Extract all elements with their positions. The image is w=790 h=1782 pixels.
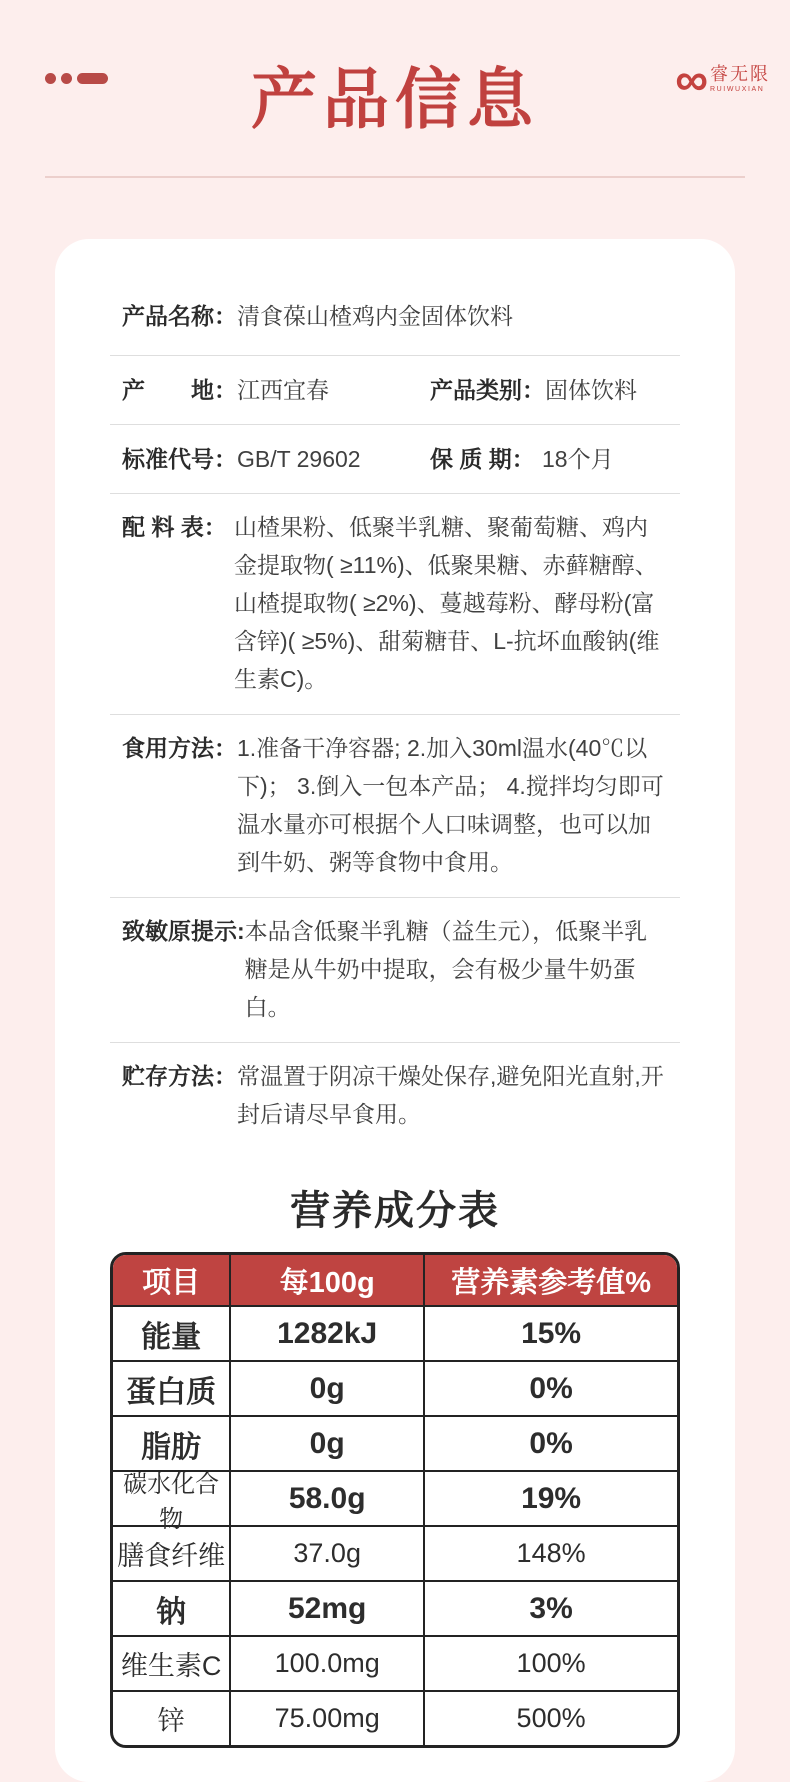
nutrient-nrv: 100% — [423, 1637, 677, 1690]
nutrient-name: 能量 — [141, 1320, 202, 1354]
nutrition-table — [110, 1252, 680, 1748]
nutrient-nrv: 3% — [423, 1582, 677, 1635]
table-row-zinc — [113, 1690, 677, 1745]
standard-pair — [122, 440, 430, 478]
header-divider — [45, 176, 745, 178]
nutrition-table-header — [113, 1255, 677, 1305]
info-row-standard-shelflife — [110, 425, 680, 494]
info-row-allergen — [110, 898, 680, 1043]
shelflife-pair — [430, 440, 668, 478]
nutrient-name: 脂肪 — [141, 1430, 202, 1464]
table-row-dietary-fiber — [113, 1525, 677, 1580]
header-cell-nrv: 营养素参考值% — [423, 1255, 677, 1305]
allergen-label: 致敏原提示: — [122, 918, 245, 944]
nutrient-name: 锌 — [157, 1706, 185, 1736]
nutrient-per100g: 52mg — [229, 1582, 423, 1635]
nutrient-per100g: 37.0g — [229, 1527, 423, 1580]
table-row-carbohydrate — [113, 1470, 677, 1533]
nutrient-name: 膳食纤维 — [117, 1541, 226, 1571]
nutrient-nrv: 15% — [423, 1307, 677, 1360]
nutrient-name: 钠 — [156, 1595, 187, 1629]
table-row-protein — [113, 1360, 677, 1415]
ingredients-label: 配 料 表： — [122, 514, 227, 540]
page-title: 产品信息 — [251, 62, 539, 136]
nutrient-nrv: 19% — [423, 1472, 677, 1525]
table-row-sodium — [113, 1580, 677, 1635]
brand-logo-text — [710, 65, 770, 94]
infinity-icon: ∞ — [675, 53, 706, 105]
nutrient-nrv: 500% — [423, 1692, 677, 1745]
dot-icon — [61, 73, 72, 84]
nutrient-nrv: 0% — [423, 1417, 677, 1470]
usage-value — [237, 729, 668, 881]
nutrient-name: 维生素C — [120, 1651, 222, 1681]
standard-code-value: GB/T 29602 — [237, 446, 361, 472]
table-row-energy — [113, 1305, 677, 1360]
table-row-fat — [113, 1415, 677, 1470]
info-row-usage — [110, 715, 680, 898]
allergen-value: 本品含低聚半乳糖（益生元），低聚半乳糖是从牛奶中提取，会有极少量牛奶蛋白。 — [244, 918, 648, 1020]
info-row-product-name — [110, 271, 680, 356]
usage-note: 温水量亦可根据个人口味调整，也可以加到牛奶、粥等食物中食用。 — [237, 811, 651, 875]
table-row-vitamin-c — [113, 1635, 677, 1690]
nutrient-nrv: 148% — [423, 1527, 677, 1580]
brand-name-latin: RUIWUXIAN — [710, 86, 765, 94]
usage-steps: 1.准备干净容器; 2.加入30ml温水(40℃以下)； 3.倒入一包本产品； 4.搅拌均匀即可 — [237, 735, 664, 799]
product-info-card — [55, 239, 735, 1782]
nutrient-name: 碳水化合物 — [123, 1470, 220, 1533]
dash-icon — [77, 73, 108, 84]
storage-value: 常温置于阴凉干燥处保存,避免阳光直射,开封后请尽早食用。 — [237, 1063, 664, 1127]
nutrient-per100g: 0g — [229, 1417, 423, 1470]
shelf-life-value: 18个月 — [542, 446, 614, 472]
header-cell-item: 项目 — [142, 1266, 201, 1299]
ingredients-value: 山楂果粉、低聚半乳糖、聚葡萄糖、鸡内金提取物( ≥11%)、低聚果糖、赤藓糖醇、山楂提取物( ≥2%)、蔓越莓粉、酵母粉(富含锌)( ≥5%)、甜菊糖苷、L-抗坏血酸钠(维生素C)。 — [234, 514, 660, 692]
nutrient-per100g: 100.0mg — [229, 1637, 423, 1690]
storage-label: 贮存方法： — [122, 1063, 237, 1089]
page-header — [0, 0, 790, 178]
dot-icon — [45, 73, 56, 84]
nutrient-name: 蛋白质 — [126, 1375, 217, 1409]
category-value: 固体饮料 — [545, 377, 637, 403]
origin-pair — [122, 371, 430, 409]
product-name-value: 清食葆山楂鸡内金固体饮料 — [237, 303, 513, 329]
header-cell-per100g: 每100g — [229, 1255, 423, 1305]
nutrient-per100g: 75.00mg — [229, 1692, 423, 1745]
brand-logo — [675, 53, 770, 105]
usage-label: 食用方法： — [122, 735, 237, 761]
shelf-life-label: 保 质 期： — [430, 446, 535, 472]
nutrient-per100g: 1282kJ — [229, 1307, 423, 1360]
info-row-ingredients — [110, 494, 680, 715]
origin-value: 江西宜春 — [237, 377, 329, 403]
category-pair — [430, 371, 668, 409]
info-row-origin-category — [110, 356, 680, 425]
decorative-dots-icon — [45, 73, 108, 84]
info-row-storage — [110, 1043, 680, 1149]
category-label: 产品类别： — [430, 377, 545, 403]
brand-name: 睿无限 — [710, 63, 770, 84]
standard-code-label: 标准代号： — [122, 446, 237, 472]
nutrition-table-title: 营养成分表 — [290, 1189, 500, 1233]
origin-label: 产 地： — [122, 377, 237, 403]
nutrient-per100g: 0g — [229, 1362, 423, 1415]
nutrient-per100g: 58.0g — [229, 1472, 423, 1525]
nutrient-nrv: 0% — [423, 1362, 677, 1415]
product-name-label: 产品名称： — [122, 303, 237, 329]
